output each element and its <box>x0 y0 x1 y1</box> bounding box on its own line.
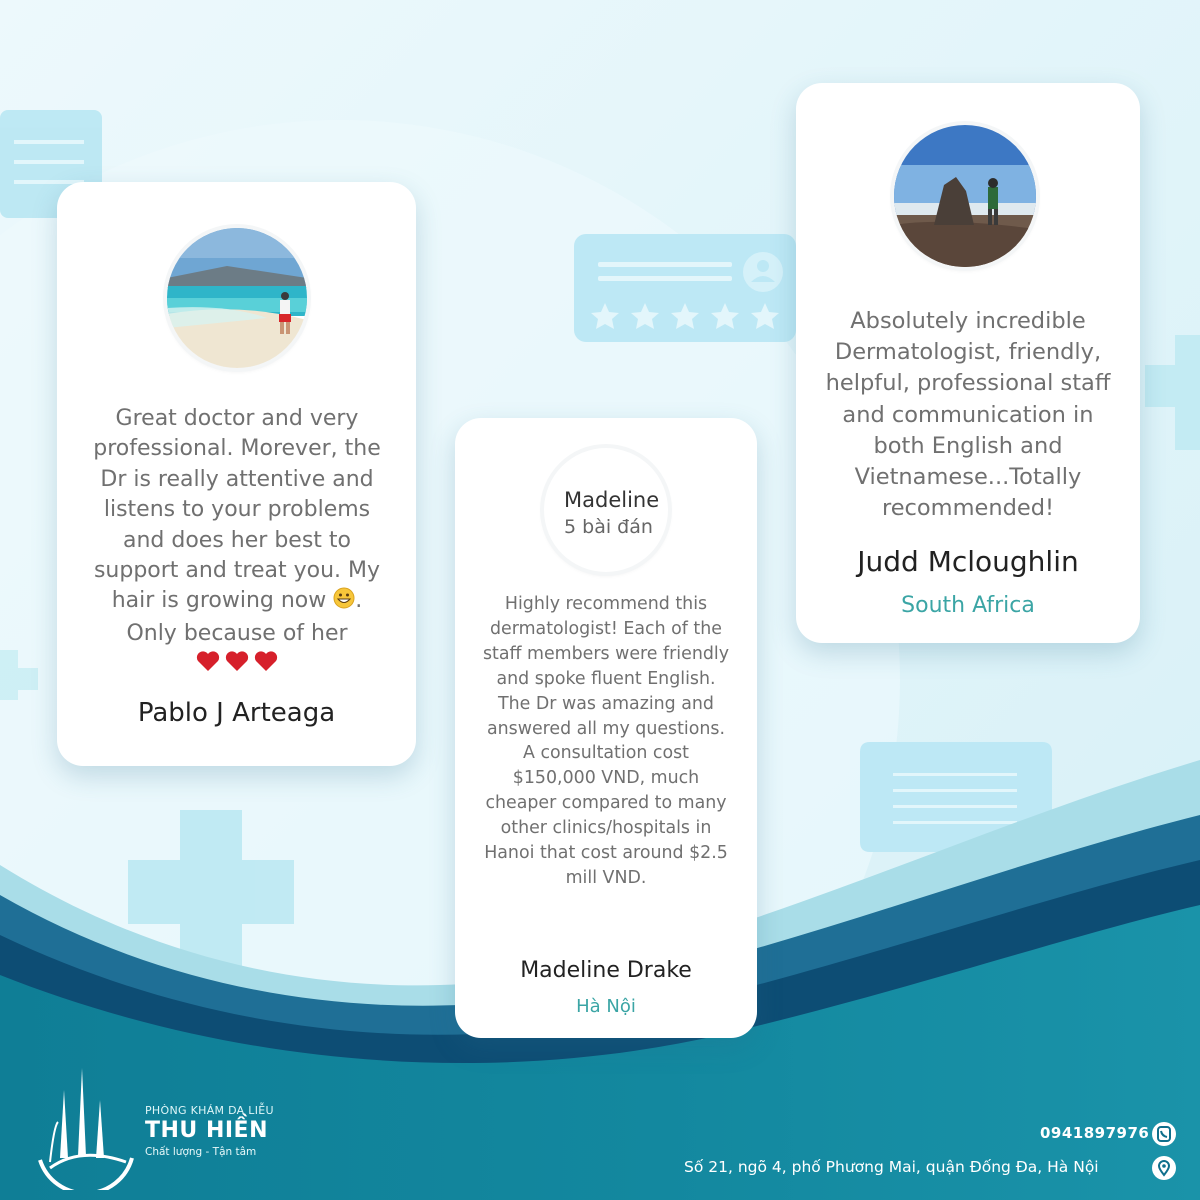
review-card-madeline <box>455 418 757 1038</box>
avatar-beach-photo <box>167 228 307 368</box>
avatar-name-text: Madeline <box>564 488 660 512</box>
review-card-judd <box>796 83 1140 643</box>
grinning-emoji-icon <box>333 587 355 618</box>
clinic-slogan: Chất lượng - Tận tâm <box>145 1146 257 1158</box>
avatar-profile-crop <box>544 448 668 572</box>
heart-icon <box>195 650 279 681</box>
review-text: Highly recommend this dermatologist! Each of the staff members were friendly and spoke fluent English. The Dr was amazing and answered all my questions. A consultation cost $150,000 VND, much cheaper compared to many other clinics/hospitals in Hanoi that cost around $2.5 mill VND. <box>483 594 730 888</box>
reviewer-location: Hà Nội <box>576 996 636 1017</box>
reviewer-name: Judd Mcloughlin <box>857 545 1079 578</box>
review-text: Great doctor and very professional. Morever, the Dr is really attentive and listens to your problems and does her best to support and treat you. My hair is growing now . Only because of her <box>93 404 381 682</box>
reviewer-name: Madeline Drake <box>520 958 692 983</box>
rating-bubble-decoration <box>574 234 796 342</box>
avatar-mountain-photo <box>894 125 1036 267</box>
location-pin-icon[interactable] <box>1152 1156 1176 1180</box>
clinic-label: PHÒNG KHÁM DA LIỄU <box>145 1104 274 1117</box>
avatar-sub-text: 5 bài đán <box>564 516 653 538</box>
reviewer-location: South Africa <box>901 593 1035 618</box>
clinic-address[interactable]: Số 21, ngõ 4, phố Phương Mai, quận Đống Đa, Hà Nội <box>684 1158 1099 1176</box>
phone-icon[interactable] <box>1152 1122 1176 1146</box>
reviewer-name: Pablo J Arteaga <box>137 698 336 728</box>
review-text: Absolutely incredible Dermatologist, friendly, helpful, professional staff and communication in both English and Vietnamese...Totally recommended! <box>825 308 1111 522</box>
clinic-name: THU HIỀN <box>145 1118 268 1143</box>
clinic-logo-icon <box>20 1050 140 1190</box>
review-card-pablo <box>57 182 416 766</box>
phone-number[interactable]: 0941897976 <box>1040 1124 1150 1142</box>
